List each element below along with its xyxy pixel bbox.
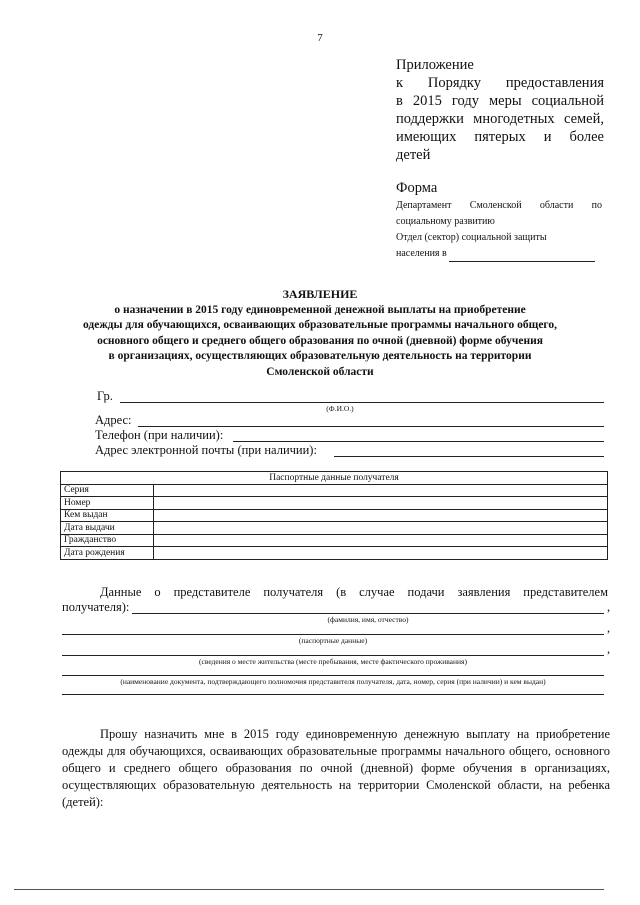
title-line: основного общего и среднего общего образования по очной (дневной) форме обучения	[97, 334, 543, 347]
department-addressee	[396, 198, 602, 262]
representative-caption: (наименование документа, подтверждающего полномочия представителя получателя, дата, номер, серия (при наличии) и кем выдан)	[120, 677, 546, 686]
passport-row-value[interactable]	[154, 509, 608, 522]
representative-caption: (паспортные данные)	[298, 636, 368, 645]
title-line: одежды для обучающихся, осваивающих образовательные программы начального общего,	[83, 319, 557, 331]
appendix-line: в 2015 году меры социальной	[396, 93, 604, 109]
representative-text: Данные о представителе получателя (в случае подачи заявления представителем	[100, 585, 608, 599]
address-field[interactable]	[138, 426, 604, 427]
bottom-divider	[14, 889, 604, 890]
representative-name-field[interactable]	[132, 613, 604, 614]
appendix-line: к Порядку предоставления	[396, 75, 604, 91]
gr-label: Гр.	[97, 389, 113, 403]
representative-passport-field[interactable]	[62, 634, 604, 635]
passport-row-value[interactable]	[154, 547, 608, 560]
dept-line: Департамент Смоленской области по	[396, 200, 602, 211]
passport-row-label: Дата выдачи	[61, 522, 154, 535]
table-row	[61, 509, 608, 522]
form-label: Форма	[396, 180, 438, 196]
phone-label: Телефон (при наличии):	[95, 428, 224, 442]
appendix-line: имеющих пятерых и более	[396, 129, 604, 145]
passport-row-label: Дата рождения	[61, 547, 154, 560]
title-line: Смоленской области	[266, 365, 374, 378]
address-label: Адрес:	[95, 413, 132, 427]
dept-blank-field[interactable]	[449, 261, 595, 262]
email-label: Адрес электронной почты (при наличии):	[95, 443, 317, 457]
dept-line-with-blank	[396, 246, 602, 262]
representative-residence-field[interactable]	[62, 655, 604, 656]
table-row	[61, 534, 608, 547]
passport-row-value[interactable]	[154, 534, 608, 547]
passport-row-label: Серия	[61, 484, 154, 497]
representative-document-field[interactable]	[62, 675, 604, 676]
passport-table-header: Паспортные данные получателя	[61, 472, 608, 485]
page-number: 7	[317, 32, 323, 44]
title-line: в организациях, осуществляющих образовательную деятельность на территории	[108, 350, 532, 362]
dept-line: Отдел (сектор) социальной защиты	[396, 232, 547, 243]
appendix-block	[396, 56, 604, 164]
title-heading: ЗАЯВЛЕНИЕ	[282, 287, 358, 301]
appendix-title: Приложение	[396, 57, 474, 73]
representative-document-field-2[interactable]	[62, 694, 604, 695]
representative-text: получателя):	[62, 600, 130, 614]
table-row	[61, 547, 608, 560]
fio-field[interactable]	[120, 402, 604, 403]
application-title	[0, 287, 640, 380]
table-row	[61, 484, 608, 497]
passport-row-label: Кем выдан	[61, 509, 154, 522]
passport-row-label: Номер	[61, 497, 154, 510]
appendix-line: детей	[396, 147, 431, 163]
passport-row-value[interactable]	[154, 497, 608, 510]
table-row	[61, 497, 608, 510]
passport-row-label: Гражданство	[61, 534, 154, 547]
phone-field[interactable]	[233, 441, 604, 442]
request-paragraph: Прошу назначить мне в 2015 году единовременную денежную выплату на приобретение одежды для обучающихся, осваивающих образовательные программы начального общего, основного общего и среднего общего образования по очной (дневной) форме обучения в организациях, осуществляющих образовательную деятельность на территории Смоленской области, на ребенка (детей):	[62, 727, 610, 809]
passport-row-value[interactable]	[154, 522, 608, 535]
dept-line: населения в	[396, 248, 447, 259]
title-line: о назначении в 2015 году единовременной денежной выплаты на приобретение	[114, 303, 526, 316]
passport-row-value[interactable]	[154, 484, 608, 497]
representative-caption: (фамилия, имя, отчество)	[327, 615, 409, 624]
dept-line: социальному развитию	[396, 216, 495, 227]
table-header-row	[61, 472, 608, 485]
table-row	[61, 522, 608, 535]
representative-caption: (сведения о месте жительства (месте пребывания, месте фактического проживания)	[199, 657, 467, 666]
passport-table	[60, 471, 608, 560]
email-field[interactable]	[334, 456, 604, 457]
appendix-line: поддержки многодетных семей,	[396, 111, 604, 127]
fio-caption: (Ф.И.О.)	[326, 404, 354, 413]
